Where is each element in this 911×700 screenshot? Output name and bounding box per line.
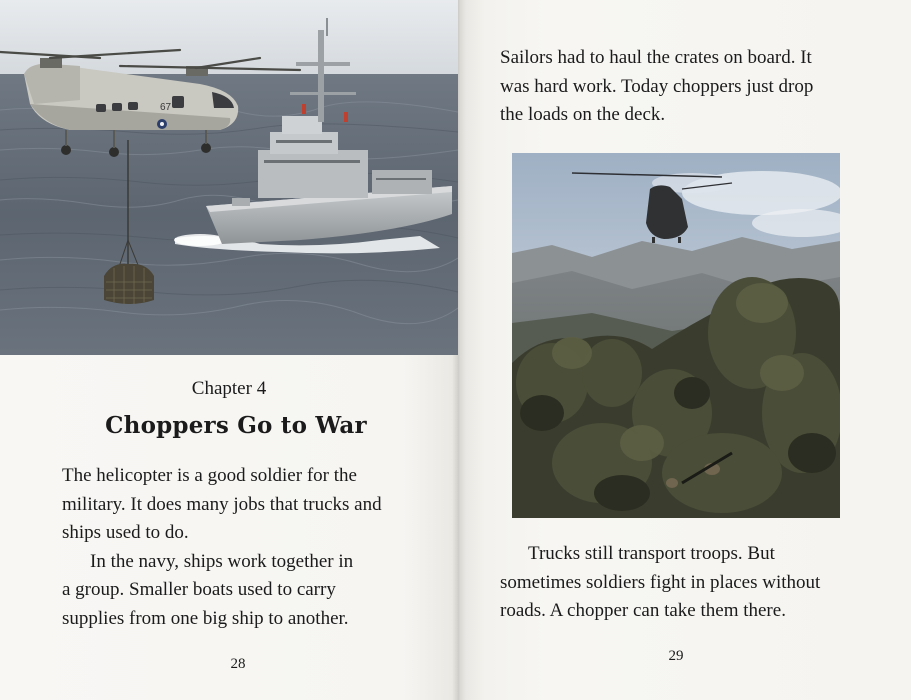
soldiers-helicopter-photo — [512, 153, 840, 518]
text-line: The helicopter is a good soldier for the — [62, 465, 357, 486]
text-line: In the navy, ships work together in — [90, 550, 354, 572]
left-body-text — [62, 462, 422, 633]
text-line: sometimes soldiers fight in places without — [500, 571, 821, 593]
text-line: ships used to do. — [62, 522, 189, 543]
navy-helicopter-ship-photo — [0, 0, 458, 355]
helicopter-number: 67 — [160, 102, 172, 113]
text-line: roads. A chopper can take them there. — [500, 600, 786, 621]
text-line: Sailors had to haul the crates on board. It — [500, 47, 812, 68]
text-line: Trucks still transport troops. But — [528, 543, 775, 564]
text-line: a group. Smaller boats used to carry — [62, 579, 336, 600]
chapter-label: Chapter 4 — [191, 378, 267, 399]
text-line: supplies from one big ship to another. — [62, 607, 349, 629]
right-top-text — [500, 44, 860, 130]
page-number-left: 28 — [230, 656, 246, 672]
text-line: the loads on the deck. — [500, 104, 666, 125]
text-line: was hard work. Today choppers just drop — [500, 75, 814, 97]
chapter-title: Choppers Go to War — [105, 412, 367, 439]
text-line: military. It does many jobs that trucks and — [62, 493, 382, 515]
right-bottom-text — [500, 540, 860, 626]
page-number-right: 29 — [668, 648, 684, 664]
